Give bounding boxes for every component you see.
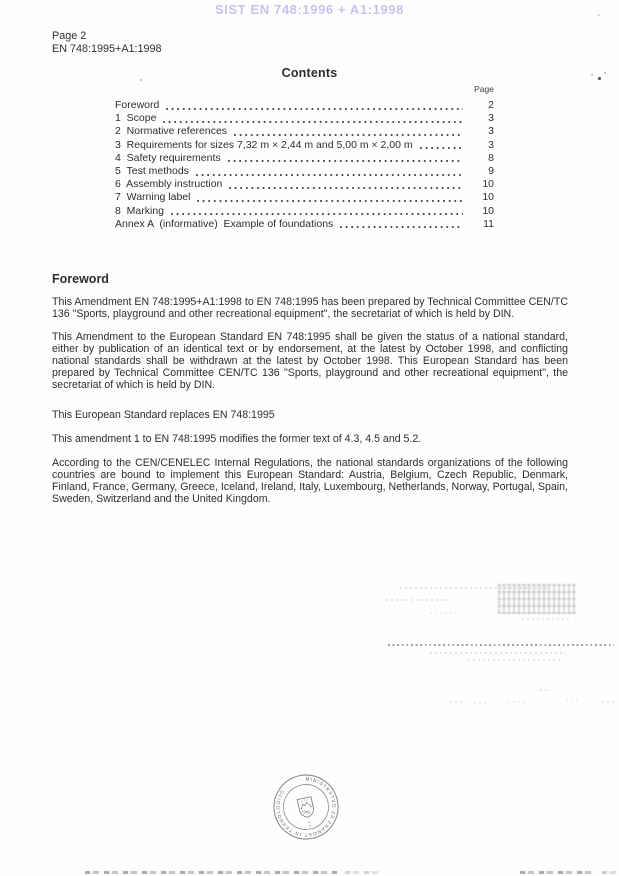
foreword-paragraph: This Amendment EN 748:1995+A1:1998 to EN 748:1995 has been prepared by Technical Committee CEN/TC 136 "Sports, playground and other recreational equipment", the secretariat of which is held by DIN.	[52, 296, 568, 321]
toc-entry-label: 6 Assembly instruction	[115, 178, 223, 191]
toc-entry	[115, 152, 494, 165]
scan-edge-artifact	[520, 871, 594, 875]
coat-of-arms-icon	[297, 797, 315, 819]
toc-entry-page: 3	[488, 138, 494, 151]
scan-ghost-text	[430, 652, 566, 654]
dot-leader	[166, 108, 463, 110]
dot-leader	[163, 121, 463, 123]
page-number-label: Page 2	[52, 30, 87, 42]
toc-entry-page: 3	[488, 125, 494, 138]
toc-entry-page: 10	[482, 178, 494, 191]
dot-leader	[171, 213, 463, 215]
scan-ghost-mark	[474, 702, 488, 704]
circular-seal-stamp	[262, 763, 350, 851]
toc-entry-label: 8 Marking	[115, 204, 165, 217]
document-id-watermark: SIST EN 748:1996 + A1:1998	[215, 2, 404, 17]
dot-leader	[197, 200, 463, 202]
toc-entry-label: 7 Warning label	[115, 191, 191, 204]
dot-leader	[420, 147, 463, 149]
toc-entry-label: 5 Test methods	[115, 164, 189, 177]
foreword-paragraph: This European Standard replaces EN 748:1995	[52, 409, 275, 421]
foreword-paragraph: This Amendment to the European Standard EN 748:1995 shall be given the status of a national standard, either by publication of an identical text or by endorsement, at the latest by October 1998, and conflicting national standards shall be withdrawn at the latest by October 1998. This European Standard has been prepared by Technical Committee CEN/TC 136 "Sports, playground and other recreational equipment", the secretariat of which is held by DIN.	[52, 331, 568, 392]
toc-entry	[115, 99, 494, 112]
scan-ghost-text	[522, 618, 570, 620]
toc-entry-page: 3	[488, 112, 494, 125]
toc-entry	[115, 218, 494, 231]
toc-entry-label: 1 Scope	[115, 112, 157, 125]
scan-ghost-text	[386, 599, 448, 601]
dot-leader	[234, 134, 463, 136]
scan-ghost-line	[388, 644, 614, 646]
foreword-heading: Foreword	[52, 272, 109, 286]
toc-entry-page: 9	[488, 164, 494, 177]
toc-entry-label: Annex A (informative) Example of foundations	[115, 217, 334, 230]
toc-entry-label: 3 Requirements for sizes 7,32 m × 2,44 m and 5,00 m × 2,00 m	[115, 138, 413, 151]
page-header	[52, 30, 162, 55]
toc-entry-label: 2 Normative references	[115, 125, 228, 138]
scan-edge-artifact	[85, 871, 337, 875]
toc-entry-page: 8	[488, 151, 494, 164]
contents-title: Contents	[281, 66, 338, 80]
dot-leader	[196, 174, 463, 176]
scan-ghost-mark	[540, 689, 548, 691]
scan-ghost-mark	[508, 701, 526, 703]
toc-entry-page: 10	[482, 191, 494, 204]
dot-leader	[340, 226, 463, 228]
scan-ghost-mark	[566, 700, 578, 702]
toc-entry	[115, 139, 494, 152]
foreword-paragraph: According to the CEN/CENELEC Internal Regulations, the national standards organizations of the following countries are bound to implement this European Standard: Austria, Belgium, Czech Republic, Denmark, Finland, France, Germany, Greece, Iceland, Ireland, Italy, Luxembourg, Netherlands, Norway, Portugal, Spain, Sweden, Switzerland and the United Kingdom.	[52, 457, 568, 506]
scan-ghost-mark	[450, 701, 466, 703]
toc-entry-page: 10	[482, 204, 494, 217]
toc-entry	[115, 178, 494, 191]
toc-entry-page: 2	[488, 99, 494, 111]
dot-leader	[229, 187, 463, 189]
svg-text:· MINISTRSTVO ZA ZNANOST IN TE	[270, 771, 342, 843]
toc-entry	[115, 165, 494, 178]
toc-entry-label: 4 Safety requirements	[115, 151, 221, 164]
toc-entry-label: Foreword	[115, 99, 160, 111]
toc-entry	[115, 205, 494, 218]
toc-entry	[115, 112, 494, 125]
scan-ghost-text	[468, 659, 560, 661]
stamp-ring-text: · MINISTRSTVO ZA ZNANOST IN TEHNOLOGIJO ·	[275, 776, 337, 838]
toc-entry	[115, 191, 494, 204]
scan-ghost-text	[430, 612, 460, 614]
scan-ghost-text	[498, 584, 576, 614]
document-reference: EN 748:1995+A1:1998	[52, 42, 162, 55]
scan-edge-artifact	[345, 871, 379, 875]
scan-edge-artifact	[602, 871, 617, 875]
toc-entry	[115, 125, 494, 138]
toc-entry-page: 11	[483, 217, 494, 230]
toc-page-column-label: Page	[474, 84, 494, 94]
scan-speck	[598, 14, 600, 16]
foreword-paragraph: This amendment 1 to EN 748:1995 modifies the former text of 4.3, 4.5 and 5.2.	[52, 433, 422, 445]
scan-ghost-mark	[602, 701, 616, 703]
scan-ghost-mark	[420, 848, 430, 850]
dot-leader	[228, 160, 463, 162]
table-of-contents	[115, 99, 494, 231]
scan-ghost-text	[400, 587, 550, 589]
